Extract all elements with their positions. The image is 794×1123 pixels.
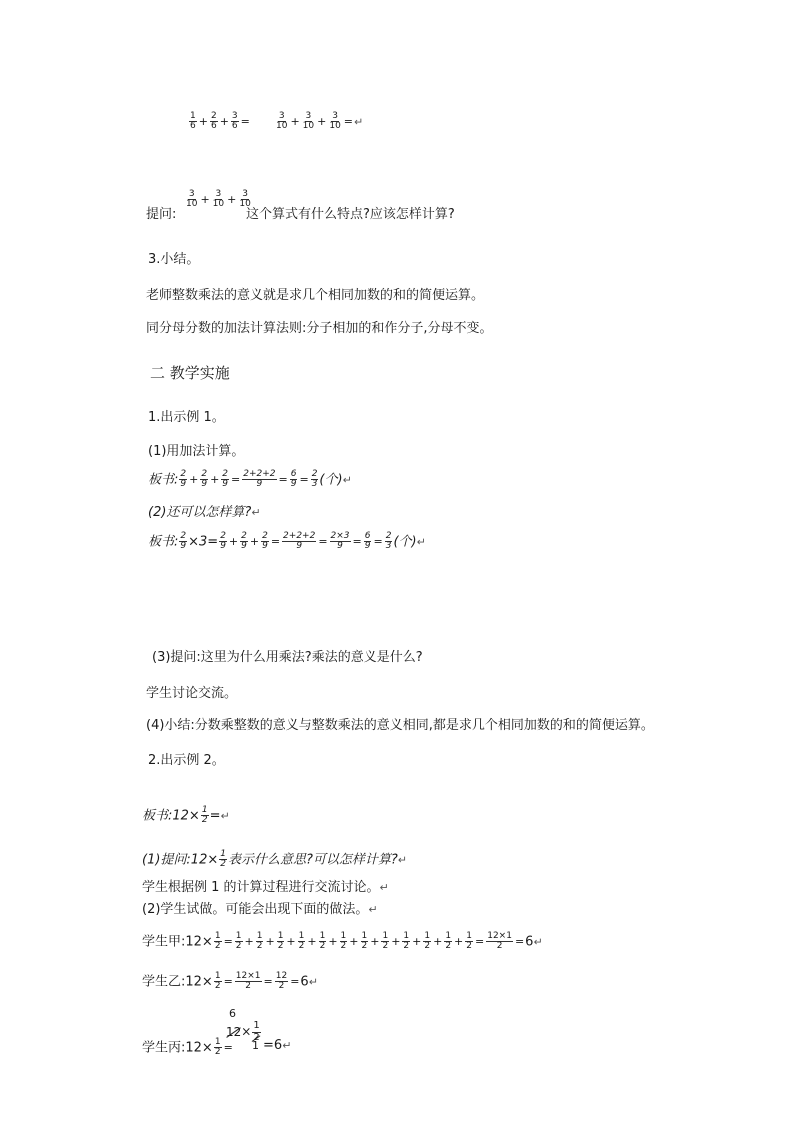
example-2-heading: 2.出示例 2。 — [148, 753, 225, 768]
cancel-result: 1 =6↵ — [252, 1038, 292, 1053]
plus-sign: + — [454, 935, 464, 949]
plus-sign: + — [412, 935, 422, 949]
example-2-question-1: (1)提问:12× $\frac{1}{2}$ 表示什么意思?可以怎样计算?↵ — [142, 849, 407, 870]
plus-sign: + — [244, 935, 254, 949]
student-c-label: 学生丙:12× $\frac{1}{2}$ = — [142, 1037, 233, 1058]
half-fraction: $\frac{1}{2}$ — [424, 931, 431, 952]
example-1-question-2: (2)还可以怎样算?↵ — [148, 505, 261, 520]
half-fraction: $\frac{1}{2}$ — [445, 931, 452, 952]
example-1-question-3: (3)提问:这里为什么用乘法?乘法的意义是什么? — [152, 650, 423, 665]
example-2-paragraph-1: 学生根据例 1 的计算过程进行交流讨论。↵ — [142, 880, 389, 895]
example-1-heading: 1.出示例 1。 — [148, 410, 225, 425]
summary-paragraph-1: 老师整数乘法的意义就是求几个相同加数的和的简便运算。 — [146, 288, 485, 303]
example-1-question-4: (4)小结:分数乘整数的意义与整数乘法的意义相同,都是求几个相同加数的和的简便运算。 — [146, 718, 654, 733]
question-label: 提问: — [146, 207, 177, 222]
cancel-top-number: 6 — [229, 1007, 236, 1020]
plus-sign: + — [265, 935, 275, 949]
plus-sign: + — [328, 935, 338, 949]
half-fraction: $\frac{1}{2}$ — [319, 931, 326, 952]
half-fraction: $\frac{1}{2}$ — [298, 931, 305, 952]
summary-heading: 3.小结。 — [148, 252, 200, 267]
half-fraction: $\frac{1}{2}$ — [277, 931, 284, 952]
discussion-text: 学生讨论交流。 — [146, 686, 238, 701]
exercise-row-1: $\frac{1}{6}$ + $\frac{2}{6}$ + $\frac{3}{6}$ = — [190, 111, 250, 132]
cancel-expression: 12× $\frac{1}{2}$ — [226, 1020, 260, 1043]
plus-sign: + — [349, 935, 359, 949]
half-fraction: $\frac{1}{2}$ — [340, 931, 347, 952]
plus-sign: + — [286, 935, 296, 949]
summary-paragraph-2: 同分母分数的加法计算法则:分子相加的和作分子,分母不变。 — [146, 321, 493, 336]
example-1-question-1: (1)用加法计算。 — [148, 444, 245, 459]
board-1: 板书: $\frac{2}{9}$ + $\frac{2}{9}$ + $\frac{2}{9}$ = $\frac{2+2+2}{9}$ = $\frac{6}{9}$ = $\frac{2}{3}$ (个)↵ — [148, 469, 352, 490]
question-fracs: $\frac{3}{10}$ + $\frac{3}{10}$ + $\frac{3}{10}$ — [186, 189, 251, 210]
question-text: 这个算式有什么特点?应该怎样计算? — [246, 207, 455, 222]
half-fraction: $\frac{1}{2}$ — [403, 931, 410, 952]
half-fraction: $\frac{1}{2}$ — [361, 931, 368, 952]
section-heading: 二 教学实施 — [150, 364, 230, 382]
student-b-solution: 学生乙:12× $\frac{1}{2}$ = $\frac{12\times 1}{2}$ = $\frac{12}{2}$ =6↵ — [142, 971, 318, 992]
plus-sign: + — [307, 935, 317, 949]
student-a-solution: 学生甲:12× $\frac{1}{2}$ = $\frac{1}{2}$ + $\frac{1}{2}$ + $\frac{1}{2}$ + $\frac{1}{2}$ + $\frac{1}{2}$ + $\frac{1}{2}$ + $\frac{1}{2}$ + $\frac{1}{2}$ + $\frac{1}{2}$ + $\frac{1}{2}$ + $\frac{1}{2}$ + $\frac{1}{2}$ = $\frac{12\times 1}{2}$ =6↵ — [142, 931, 543, 952]
half-fraction: $\frac{1}{2}$ — [235, 931, 242, 952]
half-fraction: $\frac{1}{2}$ — [466, 931, 472, 952]
example-2-paragraph-2: (2)学生试做。可能会出现下面的做法。↵ — [142, 902, 378, 917]
plus-sign: + — [391, 935, 401, 949]
board-3: 板书:12× $\frac{1}{2}$ =↵ — [142, 805, 230, 826]
plus-sign: + — [433, 935, 443, 949]
half-fraction: $\frac{1}{2}$ — [256, 931, 263, 952]
half-fraction: $\frac{1}{2}$ — [382, 931, 389, 952]
plus-sign: + — [370, 935, 380, 949]
exercise-row-1-right: $\frac{3}{10}$ + $\frac{3}{10}$ + $\frac{3}{10}$ =↵ — [276, 111, 364, 132]
board-2: 板书: $\frac{2}{9}$ ×3= $\frac{2}{9}$ + $\frac{2}{9}$ + $\frac{2}{9}$ = $\frac{2+2+2}{9}$ = $\frac{2\times 3}{9}$ = $\frac{6}{9}$ = $\frac{2}{3}$ (个)↵ — [148, 531, 426, 552]
